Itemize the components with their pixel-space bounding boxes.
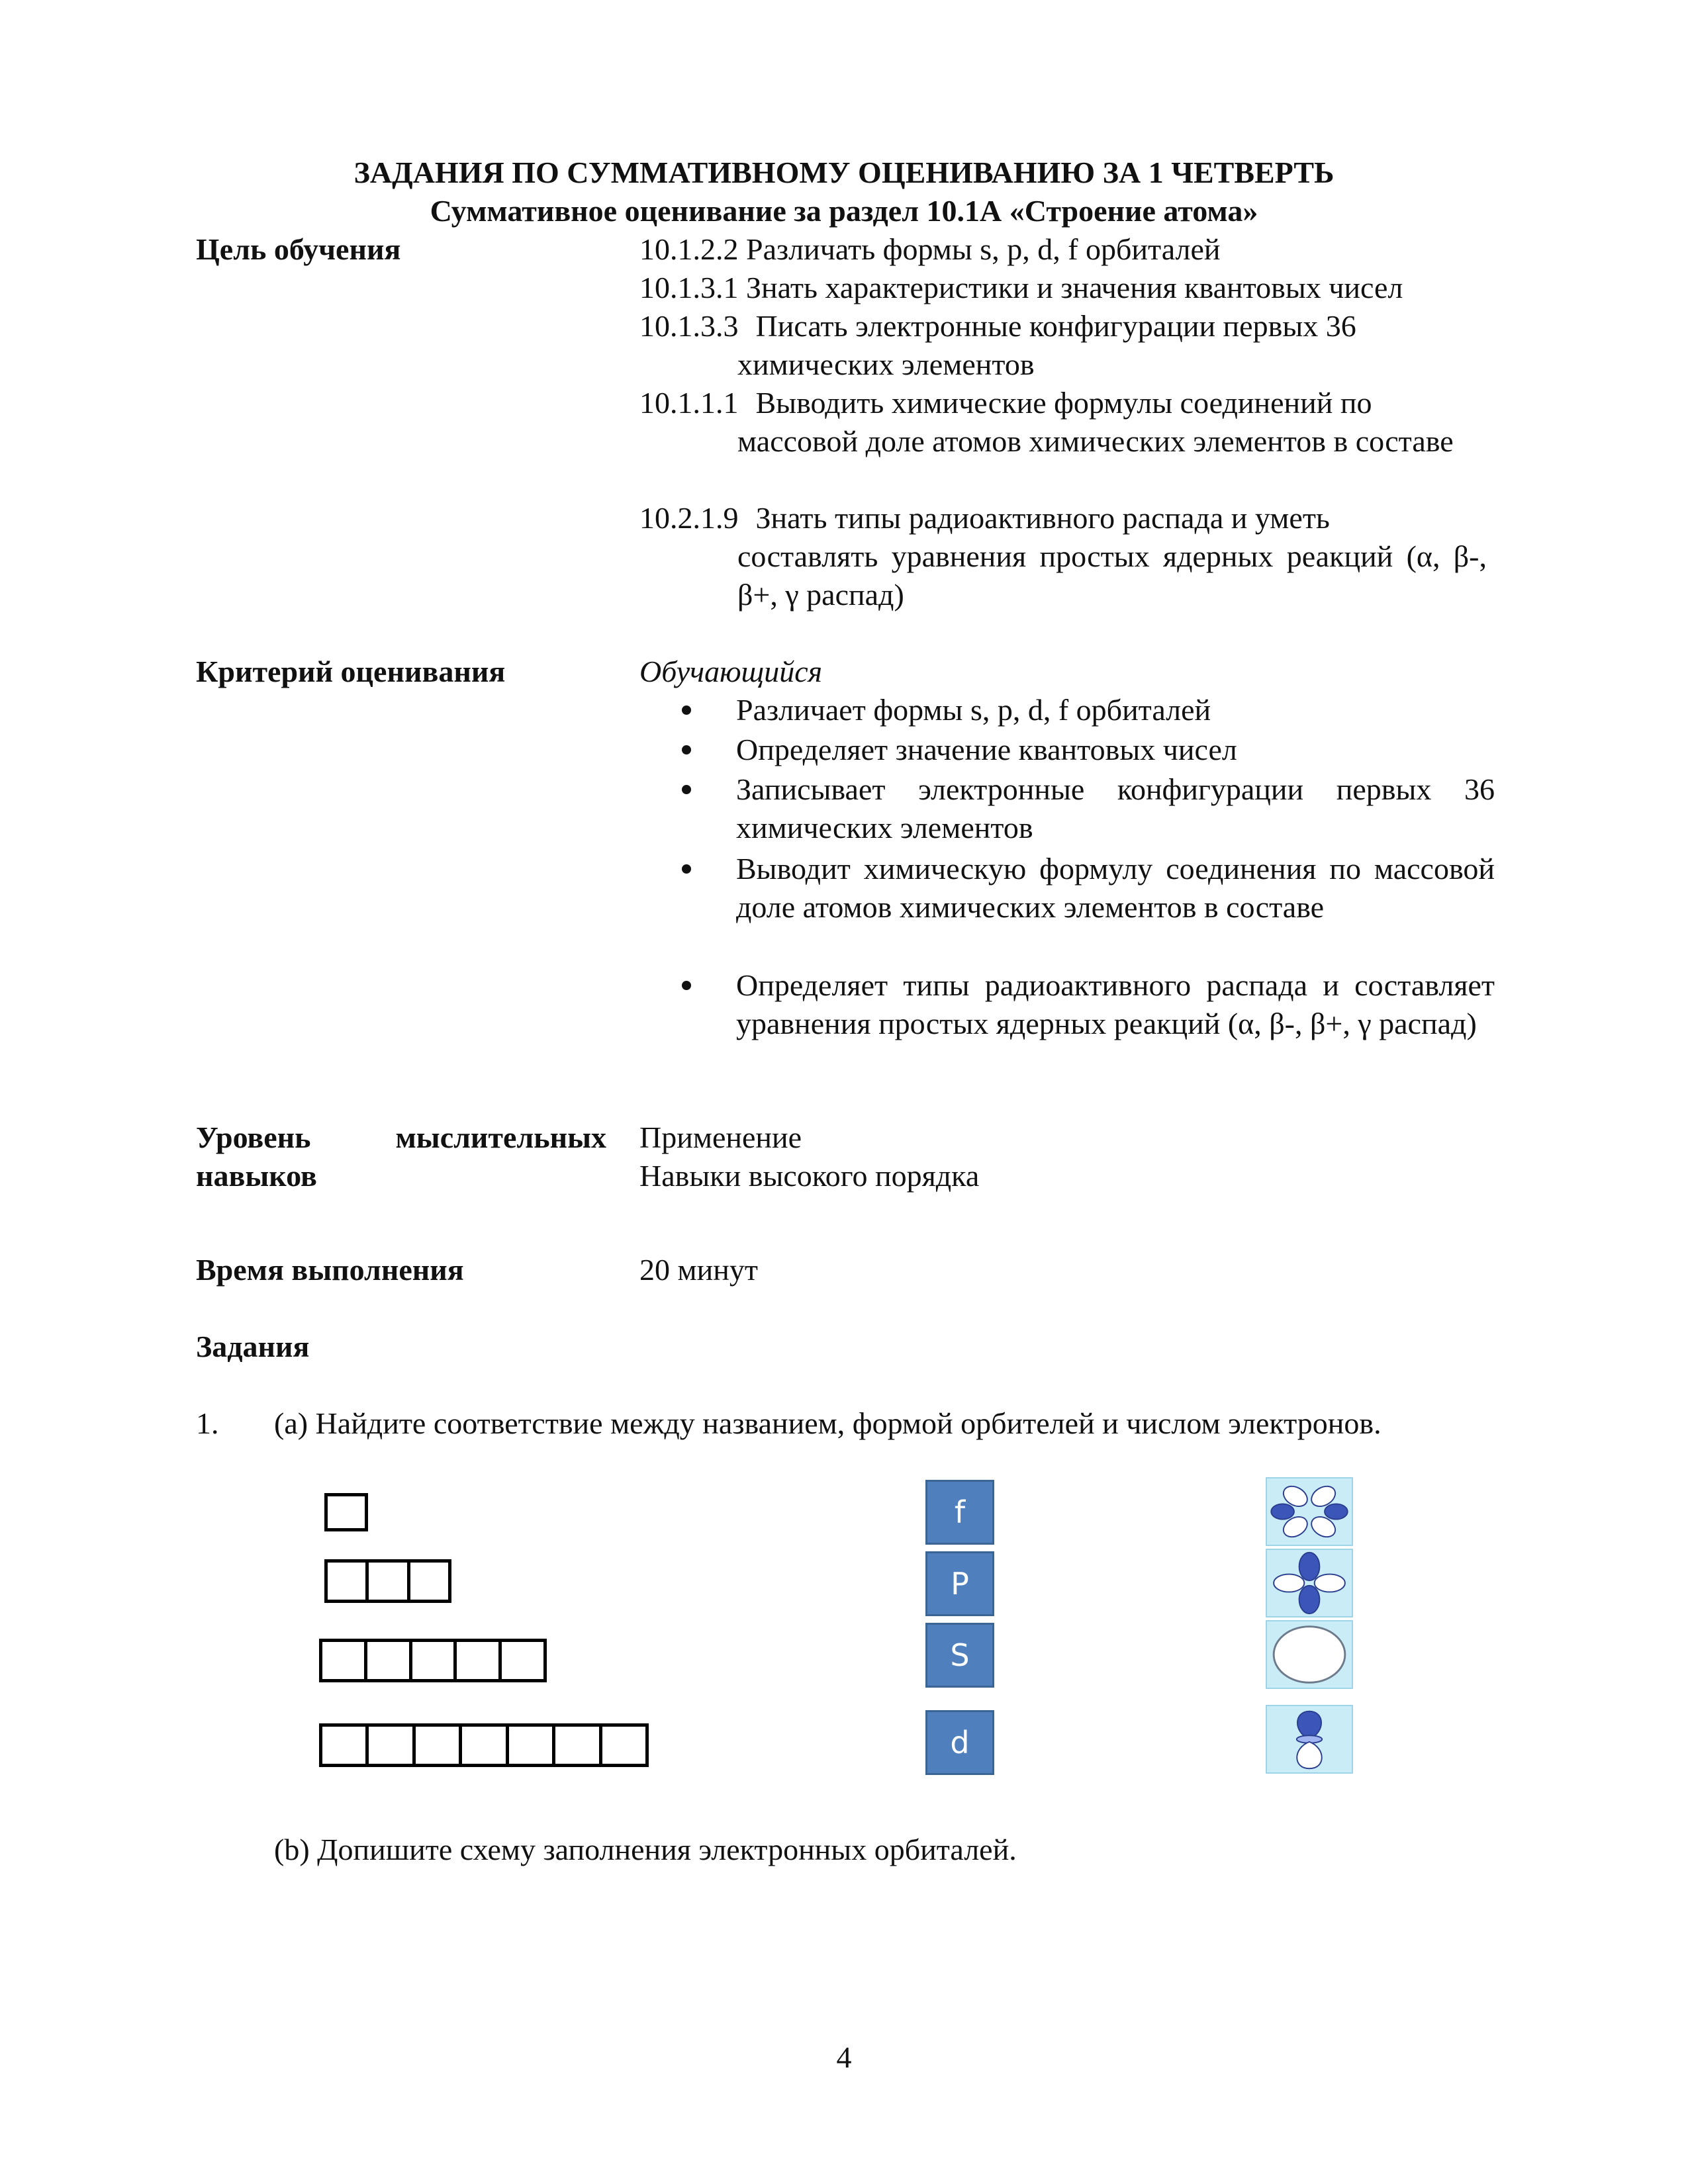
goal-item xyxy=(639,269,1487,307)
time-label: Время выполнения xyxy=(196,1253,464,1287)
goal-text: Знать характеристики и значения квантовых чисел xyxy=(746,271,1403,304)
goal-code: 10.1.2.2 xyxy=(639,232,739,266)
level-label-cont: навыков xyxy=(196,1159,317,1193)
orbital-letter-d: d xyxy=(925,1710,994,1775)
goal-code: 10.1.3.3 xyxy=(639,309,739,343)
tasks-heading: Задания xyxy=(196,1330,310,1363)
page-number: 4 xyxy=(836,2040,852,2074)
f-orbital-icon xyxy=(1266,1477,1353,1546)
goal-text: Знать типы радиоактивного распада и уметь xyxy=(755,501,1330,535)
goal-code: 10.1.3.1 xyxy=(639,271,739,304)
orbital-cells-7 xyxy=(319,1723,649,1767)
level-value: Применение xyxy=(639,1120,802,1154)
goal-item xyxy=(639,384,1487,461)
orbital-letter-p: P xyxy=(925,1551,994,1616)
page-title: ЗАДАНИЯ ПО СУММАТИВНОМУ ОЦЕНИВАНИЮ ЗА 1 ЧЕТВЕРТЬ xyxy=(353,156,1335,189)
time-value: 20 минут xyxy=(639,1253,758,1287)
p-orbital-icon xyxy=(1266,1549,1353,1617)
goal-item xyxy=(639,307,1487,384)
question-1a: (a) Найдите соответствие между названием, формой орбителей и числом электронов. xyxy=(274,1406,1382,1440)
orbital-cells-3 xyxy=(324,1559,451,1603)
bullet-icon xyxy=(682,981,691,990)
bullet-icon xyxy=(682,785,691,794)
orbital-cells-5 xyxy=(319,1639,547,1682)
level-label-word: Уровень xyxy=(196,1120,311,1154)
bullet-icon xyxy=(682,864,691,874)
goal-item xyxy=(639,230,1487,269)
goal-text: Различать формы s, p, d, f орбиталей xyxy=(746,232,1221,266)
level-label xyxy=(196,1118,606,1157)
bullet-icon xyxy=(682,705,691,715)
question-1b: (b) Допишите схему заполнения электронных орбиталей. xyxy=(274,1833,1017,1866)
criteria-bullet: Определяет типы радиоактивного распада и составляет уравнения простых ядерных реакций (α, β-, β+, γ распад) xyxy=(736,968,1495,1040)
criteria-bullet: Определяет значение квантовых чисел xyxy=(736,733,1237,766)
page-subtitle: Суммативное оценивание за раздел 10.1А «Строение атома» xyxy=(430,194,1258,228)
goal-text: Выводить химические формулы соединений по xyxy=(755,386,1372,420)
goal-code: 10.1.1.1 xyxy=(639,386,739,420)
criteria-label: Критерий оценивания xyxy=(196,655,506,688)
goal-text-cont: химических элементов xyxy=(737,347,1035,381)
orbital-letter-f: f xyxy=(925,1480,994,1545)
criteria-bullet: Записывает электронные конфигурации первых 36 химических элементов xyxy=(736,772,1495,844)
goal-text-cont: массовой доле атомов химических элементов в составе xyxy=(737,424,1454,458)
level-value: Навыки высокого порядка xyxy=(639,1159,980,1193)
orbital-cells-1 xyxy=(324,1493,368,1531)
goal-code: 10.2.1.9 xyxy=(639,501,739,535)
goal-text: Писать электронные конфигурации первых 36 xyxy=(755,309,1356,343)
dz2-orbital-icon xyxy=(1266,1705,1353,1774)
criteria-bullet: Выводит химическую формулу соединения по массовой доле атомов химических элементов в составе xyxy=(736,852,1495,924)
s-orbital-icon xyxy=(1266,1620,1353,1689)
bullet-icon xyxy=(682,745,691,754)
level-label-word: мыслительных xyxy=(395,1120,606,1154)
goal-text-cont: составлять уравнения простых ядерных реакций (α, β-, β+, γ распад) xyxy=(737,539,1487,612)
goal-label: Цель обучения xyxy=(196,232,401,266)
orbital-letter-s: S xyxy=(925,1623,994,1688)
goal-item xyxy=(639,499,1487,614)
criteria-bullet: Различает формы s, p, d, f орбиталей xyxy=(736,693,1211,727)
question-number: 1. xyxy=(196,1406,219,1440)
criteria-intro: Обучающийся xyxy=(639,655,823,688)
